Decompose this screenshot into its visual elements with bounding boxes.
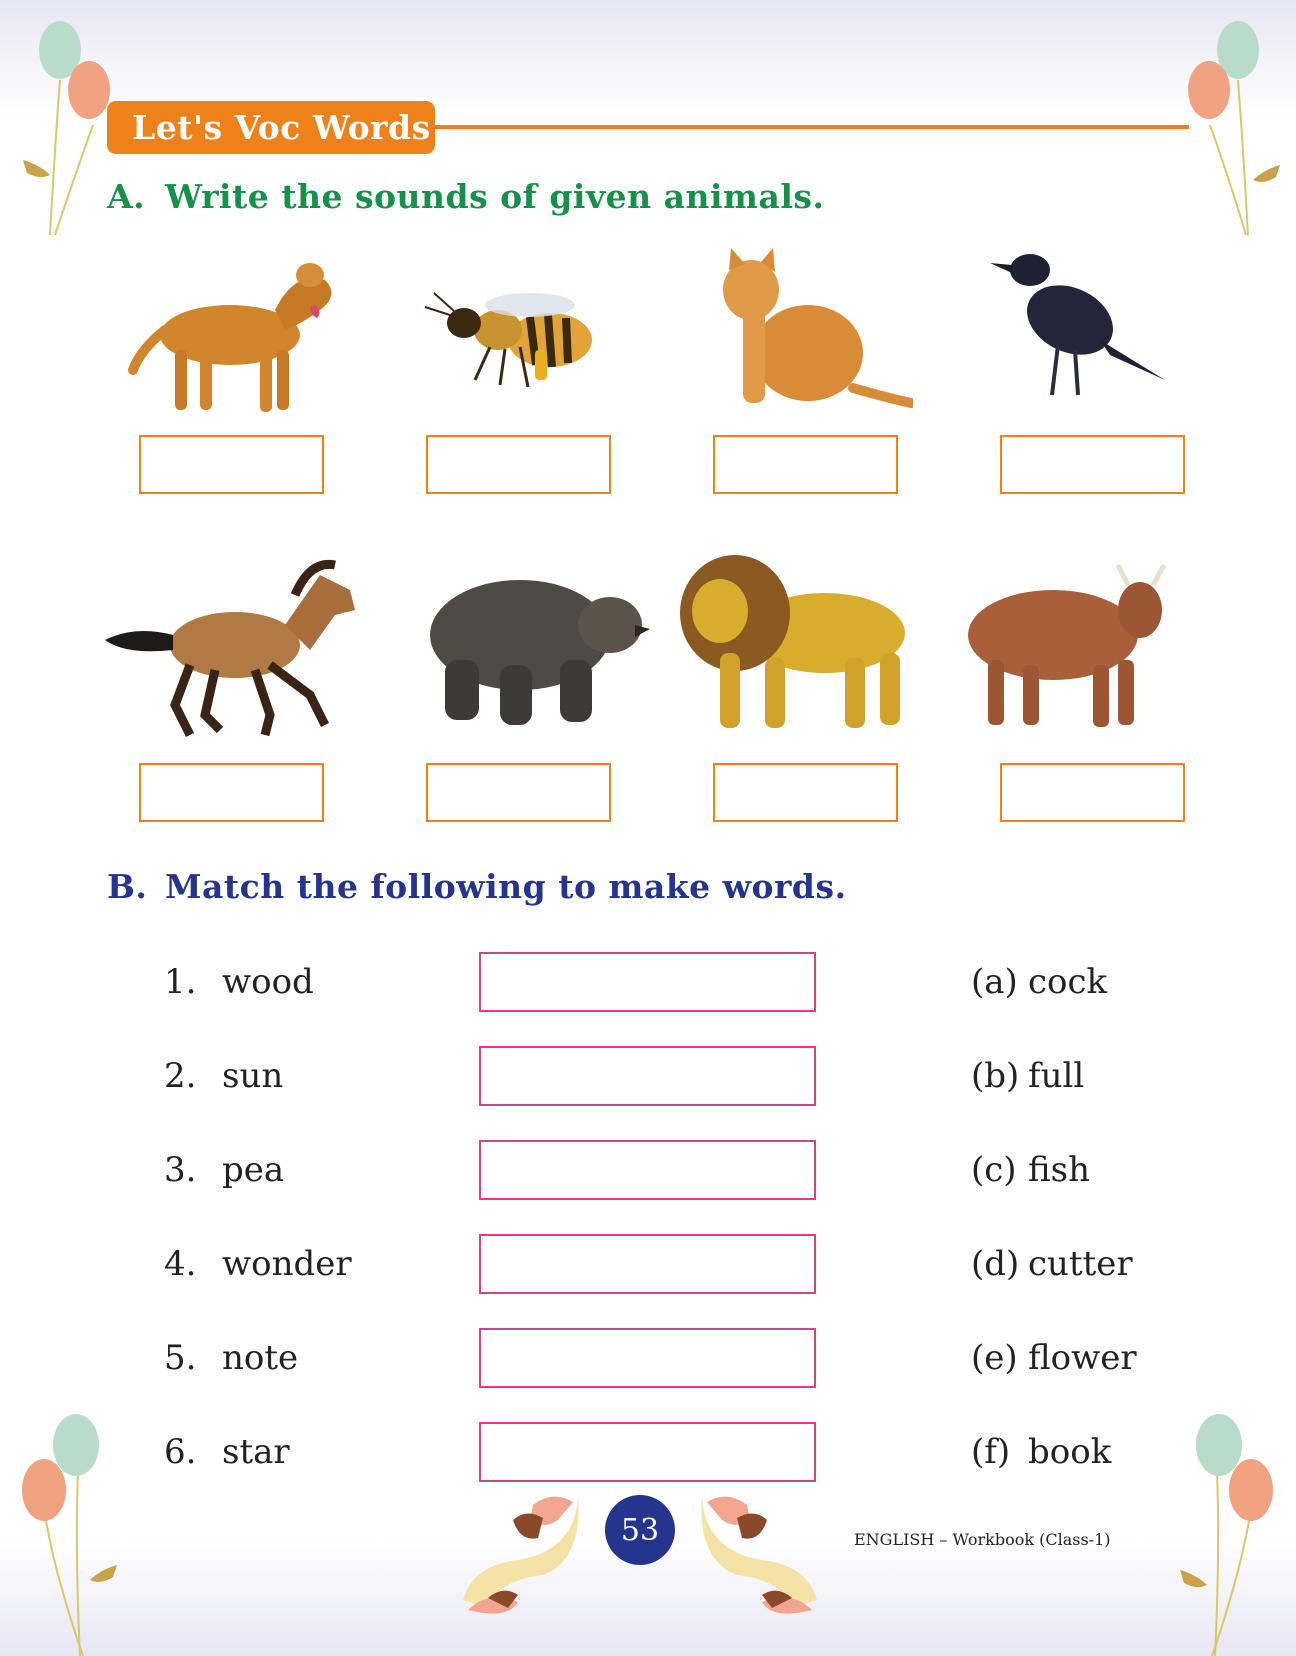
- header-rule: [435, 125, 1189, 129]
- match-answer-box-4[interactable]: [479, 1234, 816, 1294]
- match-option-word: fish: [1028, 1150, 1091, 1190]
- cat-image: [713, 248, 913, 413]
- balloons-decoration-top-right: [1178, 15, 1288, 235]
- sound-answer-box-lion[interactable]: [713, 763, 898, 822]
- match-item-number: 6.: [164, 1432, 197, 1472]
- match-item-word: wood: [222, 962, 314, 1002]
- match-item-number: 4.: [164, 1244, 197, 1284]
- horse-image: [95, 555, 370, 740]
- page-number: 53: [620, 1512, 660, 1548]
- crow-image: [990, 245, 1170, 405]
- sound-answer-box-cow[interactable]: [1000, 763, 1185, 822]
- match-option-label: (d): [971, 1244, 1020, 1284]
- match-option-label: (b): [971, 1056, 1020, 1096]
- sound-answer-box-cat[interactable]: [713, 435, 898, 494]
- birds-ribbon-right-decoration: [697, 1490, 822, 1620]
- section-title-badge: [107, 101, 435, 154]
- match-answer-box-5[interactable]: [479, 1328, 816, 1388]
- section-a-letter: A.: [107, 177, 146, 216]
- match-option-label: (c): [971, 1150, 1017, 1190]
- sound-answer-box-bear[interactable]: [426, 763, 611, 822]
- section-title: Let's Voc Words: [132, 108, 431, 147]
- match-item-number: 5.: [164, 1338, 197, 1378]
- match-item-word: star: [222, 1432, 290, 1472]
- birds-ribbon-left-decoration: [458, 1490, 583, 1620]
- match-answer-box-2[interactable]: [479, 1046, 816, 1106]
- sound-answer-box-dog[interactable]: [139, 435, 324, 494]
- match-answer-box-1[interactable]: [479, 952, 816, 1012]
- cow-image: [968, 560, 1173, 730]
- match-item-word: wonder: [222, 1244, 352, 1284]
- section-b-letter: B.: [107, 867, 148, 906]
- lion-image: [675, 553, 920, 733]
- match-item-word: pea: [222, 1150, 285, 1190]
- match-option-word: cutter: [1028, 1244, 1133, 1284]
- page-number-badge: [605, 1495, 675, 1565]
- match-option-word: cock: [1028, 962, 1108, 1002]
- match-option-label: (a): [971, 962, 1018, 1002]
- sound-answer-box-bee[interactable]: [426, 435, 611, 494]
- section-a-heading: [107, 177, 824, 216]
- match-item-number: 1.: [164, 962, 197, 1002]
- match-item-number: 2.: [164, 1056, 197, 1096]
- match-option-word: book: [1028, 1432, 1112, 1472]
- book-title-footer: ENGLISH – Workbook (Class-1): [854, 1530, 1111, 1549]
- match-option-word: flower: [1028, 1338, 1137, 1378]
- bear-image: [425, 555, 650, 730]
- match-option-label: (f): [971, 1432, 1011, 1472]
- section-b-instruction: Match the following to make words.: [165, 867, 847, 906]
- match-answer-box-6[interactable]: [479, 1422, 816, 1482]
- sound-answer-box-horse[interactable]: [139, 763, 324, 822]
- balloons-decoration-bottom-right: [1172, 1405, 1282, 1656]
- match-option-word: full: [1028, 1056, 1085, 1096]
- bee-image: [420, 285, 605, 410]
- match-item-word: note: [222, 1338, 299, 1378]
- section-b-heading: [107, 867, 847, 906]
- match-answer-box-3[interactable]: [479, 1140, 816, 1200]
- balloons-decoration-bottom-left: [15, 1405, 125, 1656]
- match-item-word: sun: [222, 1056, 284, 1096]
- match-option-label: (e): [971, 1338, 1018, 1378]
- section-a-instruction: Write the sounds of given animals.: [165, 177, 825, 216]
- sound-answer-box-crow[interactable]: [1000, 435, 1185, 494]
- match-item-number: 3.: [164, 1150, 197, 1190]
- dog-image: [125, 250, 345, 420]
